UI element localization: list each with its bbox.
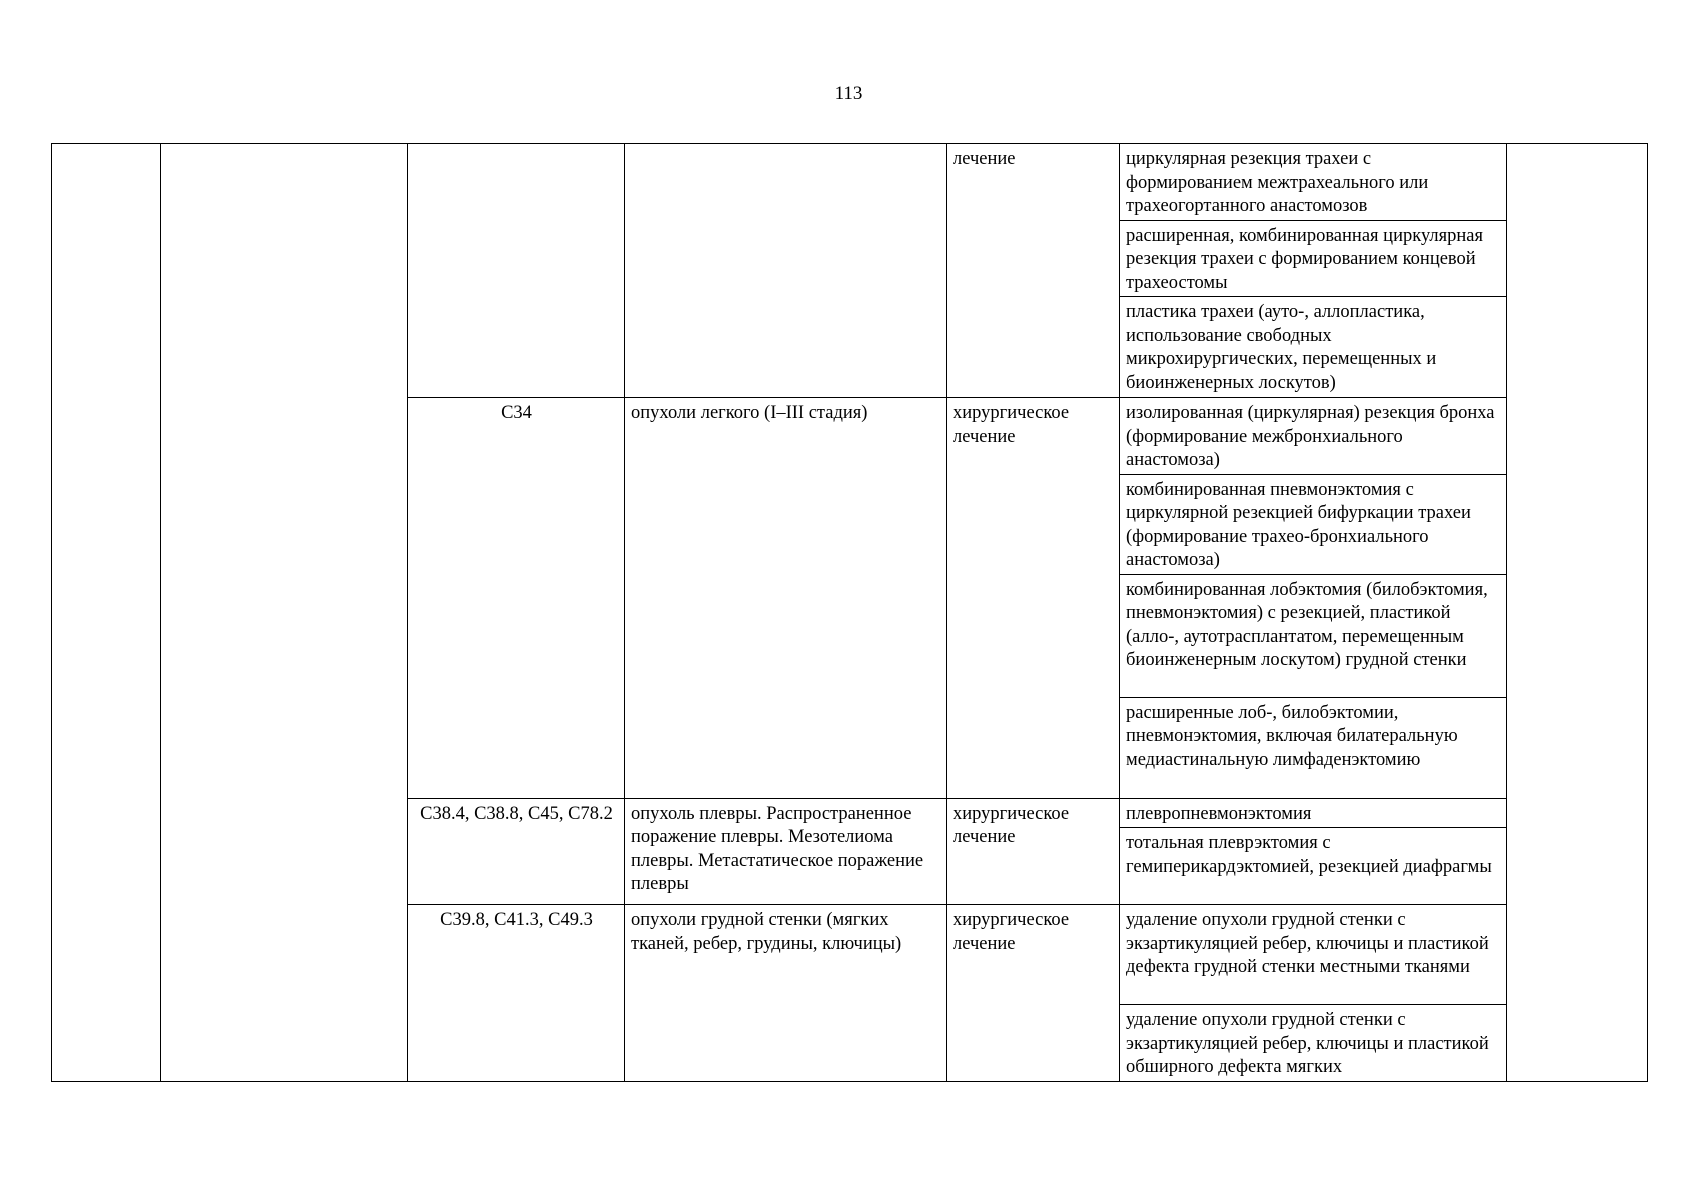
method-cell: удаление опухоли грудной стенки с экзартикуляцией ребер, ключицы и пластикой обширного дефекта мягких bbox=[1120, 1005, 1507, 1082]
method-cell: плевропневмонэктомия bbox=[1120, 798, 1507, 828]
diagnosis-cell bbox=[625, 144, 947, 398]
code-cell: C34 bbox=[408, 398, 625, 799]
page-number: 113 bbox=[834, 83, 863, 104]
diagnosis-cell: опухоли легкого (I–III стадия) bbox=[625, 398, 947, 799]
col-profile-cell bbox=[161, 144, 408, 1082]
method-cell: расширенная, комбинированная циркулярная резекция трахеи с формированием концевой трахеостомы bbox=[1120, 220, 1507, 297]
treatment-cell: лечение bbox=[947, 144, 1120, 398]
method-cell: расширенные лоб-, билобэктомии, пневмонэктомия, включая билатеральную медиастинальную лимфаденэктомию bbox=[1120, 697, 1507, 798]
code-cell: C39.8, C41.3, C49.3 bbox=[408, 905, 625, 1082]
method-cell: изолированная (циркулярная) резекция бронха (формирование межбронхиального анастомоза) bbox=[1120, 398, 1507, 475]
method-cell: тотальная плеврэктомия с гемиперикардэктомией, резекцией диафрагмы bbox=[1120, 828, 1507, 905]
method-cell: удаление опухоли грудной стенки с экзартикуляцией ребер, ключицы и пластикой дефекта грудной стенки местными тканями bbox=[1120, 905, 1507, 1005]
procedures-table bbox=[51, 143, 1648, 1082]
treatment-cell: хирургическое лечение bbox=[947, 905, 1120, 1082]
treatment-cell: хирургическое лечение bbox=[947, 798, 1120, 905]
col-number-cell bbox=[52, 144, 161, 1082]
method-cell: комбинированная пневмонэктомия с циркулярной резекцией бифуркации трахеи (формирование трахео-бронхиального анастомоза) bbox=[1120, 474, 1507, 574]
table-row bbox=[52, 144, 1648, 221]
method-cell: комбинированная лобэктомия (билобэктомия, пневмонэктомия) с резекцией, пластикой (алло-, аутотрасплантатом, перемещенным биоинженерным лоскутом) грудной стенки bbox=[1120, 574, 1507, 697]
treatment-cell: хирургическое лечение bbox=[947, 398, 1120, 799]
code-cell: C38.4, C38.8, C45, C78.2 bbox=[408, 798, 625, 905]
diagnosis-cell: опухоли грудной стенки (мягких тканей, ребер, грудины, ключицы) bbox=[625, 905, 947, 1082]
col-funding-cell bbox=[1507, 144, 1648, 1082]
diagnosis-cell: опухоль плевры. Распространенное поражение плевры. Мезотелиома плевры. Метастатическое поражение плевры bbox=[625, 798, 947, 905]
method-cell: пластика трахеи (ауто-, аллопластика, использование свободных микрохирургических, перемещенных и биоинженерных лоскутов) bbox=[1120, 297, 1507, 398]
code-cell bbox=[408, 144, 625, 398]
method-cell: циркулярная резекция трахеи с формированием межтрахеального или трахеогортанного анастомозов bbox=[1120, 144, 1507, 221]
